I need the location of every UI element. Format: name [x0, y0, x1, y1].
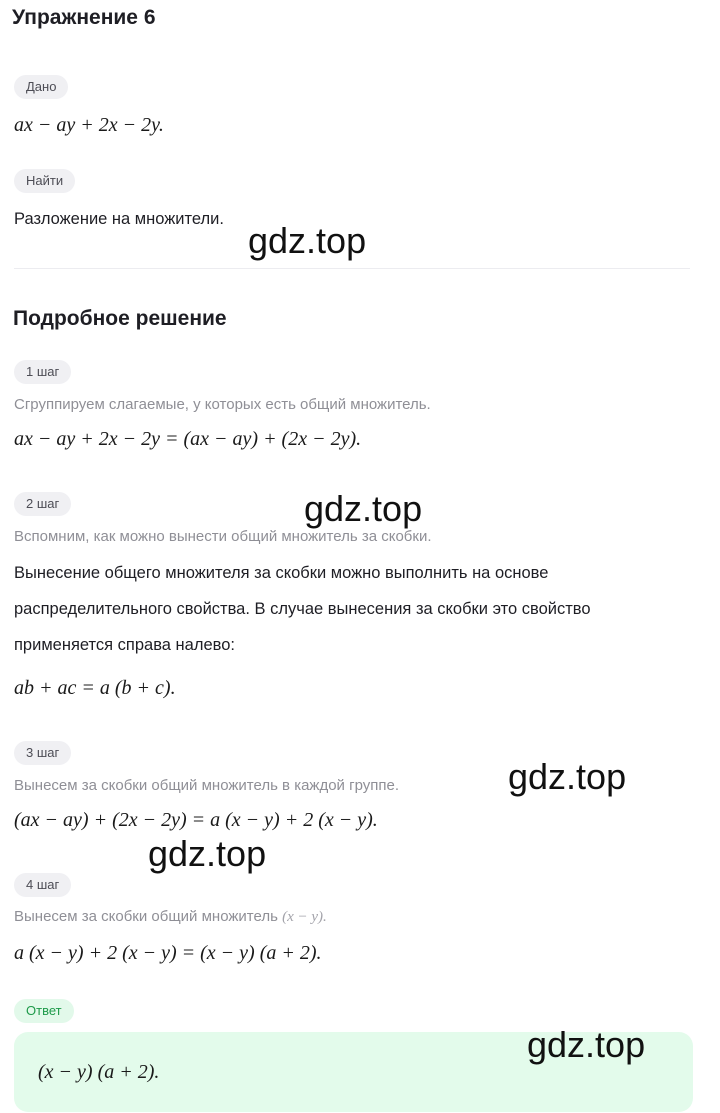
step-2-text-line-1: Вынесение общего множителя за скобки можно выполнить на основе [14, 564, 549, 582]
step-3-description: Вынесем за скобки общий множитель в каждой группе. [14, 777, 400, 794]
exercise-title: Упражнение 6 [12, 6, 156, 29]
step-4-formula: a (x − y) + 2 (x − y) = (x − y) (a + 2). [14, 942, 322, 964]
step-2-description: Вспомним, как можно вынести общий множитель за скобки. [14, 528, 432, 545]
watermark-5: gdz.top [527, 1024, 646, 1065]
step-1-description: Сгруппируем слагаемые, у которых есть общий множитель. [14, 396, 431, 413]
watermark-4: gdz.top [148, 833, 267, 874]
step-4-description [14, 908, 327, 926]
step-2-tag: 2 шаг [14, 492, 71, 516]
find-tag: Найти [14, 169, 75, 193]
watermark-1: gdz.top [248, 220, 367, 261]
step-1-formula: ax − ay + 2x − 2y = (ax − ay) + (2x − 2y). [14, 428, 362, 450]
watermark-2: gdz.top [304, 488, 423, 529]
find-text: Разложение на множители. [14, 210, 224, 228]
given-tag: Дано [14, 75, 68, 99]
step-3-tag: 3 шаг [14, 741, 71, 765]
solution-title: Подробное решение [13, 307, 227, 330]
given-expression: ax − ay + 2x − 2y. [14, 114, 164, 136]
step-3-formula: (ax − ay) + (2x − 2y) = a (x − y) + 2 (x − y). [14, 809, 378, 831]
step-4-tag: 4 шаг [14, 873, 71, 897]
answer-expression: (x − y) (a + 2). [38, 1061, 160, 1083]
section-divider [14, 268, 690, 269]
watermark-3: gdz.top [508, 756, 627, 797]
answer-tag: Ответ [14, 999, 74, 1023]
step-2-text-line-3: применяется справа налево: [14, 636, 235, 654]
step-2-text-line-2: распределительного свойства. В случае вынесения за скобки это свойство [14, 600, 591, 618]
step-4-description-math: (x − y). [282, 909, 327, 925]
step-4-description-text: Вынесем за скобки общий множитель [14, 908, 278, 925]
step-2-formula: ab + ac = a (b + c). [14, 677, 176, 699]
step-1-tag: 1 шаг [14, 360, 71, 384]
